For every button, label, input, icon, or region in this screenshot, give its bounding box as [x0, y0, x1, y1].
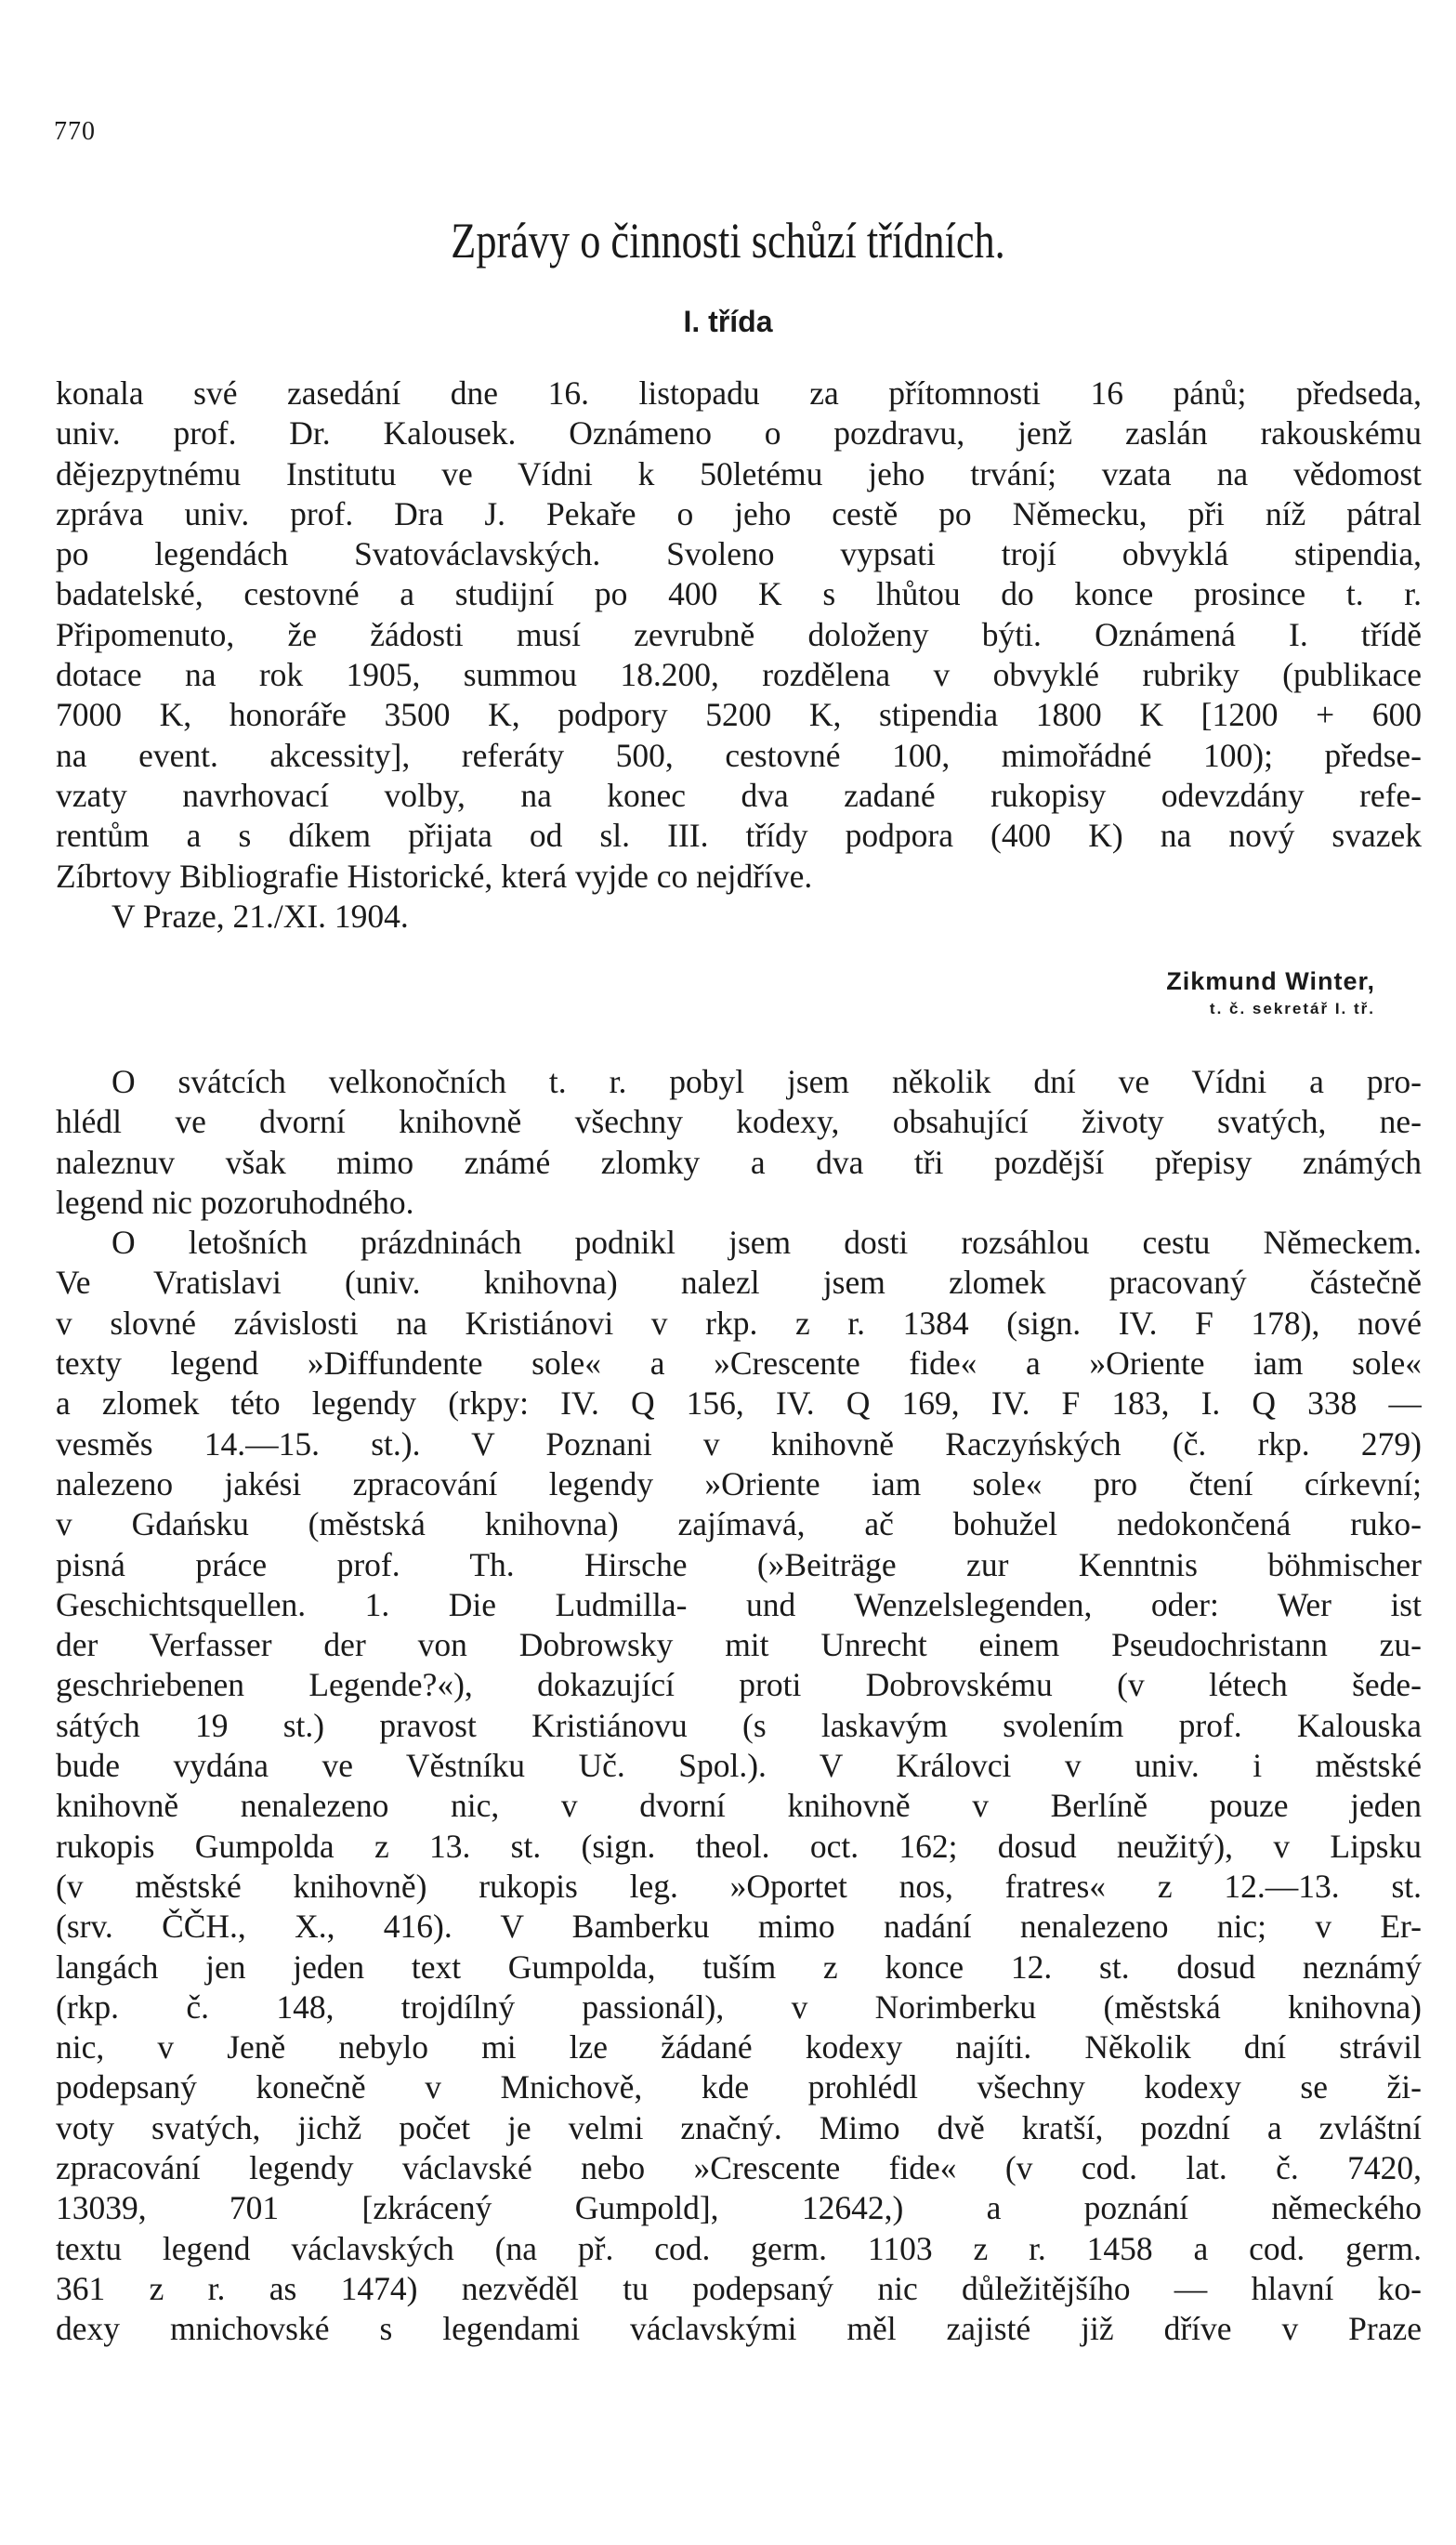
- text-line: O letošních prázdninách podnikl jsem dosti rozsáhlou cestu Německem.: [111, 1224, 1422, 1262]
- text-line: langách jen jeden text Gumpolda, tuším z konce 12. st. dosud neznámý: [56, 1948, 1422, 1986]
- text-line: Připomenuto, že žádosti musí zevrubně doloženy býti. Oznámená I. třídě: [56, 615, 1422, 653]
- text-line: badatelské, cestovné a studijní po 400 K s lhůtou do konce prosince t. r.: [56, 575, 1422, 613]
- text-line: Zíbrtovy Bibliografie Historické, která vyjde co nejdříve.: [56, 857, 813, 895]
- text-line: texty legend »Diffundente sole« a »Crescente fide« a »Oriente iam sole«: [56, 1345, 1422, 1383]
- signature-role: t. č. sekretář I. tř.: [1209, 1000, 1375, 1017]
- text-line: voty svatých, jichž počet je velmi značný. Mimo dvě kratší, pozdní a zvláštní: [56, 2108, 1422, 2146]
- text-line: dějezpytnému Institutu ve Vídni k 50letému jeho trvání; vzata na vědomost: [56, 454, 1422, 492]
- text-line: dexy mnichovské s legendami václavskými měl zajisté již dříve v Praze: [56, 2310, 1422, 2348]
- text-line: O svátcích velkonočních t. r. pobyl jsem několik dní ve Vídni a pro-: [111, 1063, 1422, 1100]
- text-line: rukopis Gumpolda z 13. st. (sign. theol. oct. 162; dosud neužitý), v Lipsku: [56, 1827, 1422, 1865]
- text-line: knihovně nenalezeno nic, v dvorní knihovně v Berlíně pouze jeden: [56, 1787, 1422, 1825]
- text-line: naleznuv však mimo známé zlomky a dva tři pozdější přepisy známých: [56, 1143, 1422, 1181]
- text-line: (srv. ČČH., X., 416). V Bamberku mimo nadání nenalezeno nic; v Er-: [56, 1908, 1422, 1946]
- date-line: V Praze, 21./XI. 1904.: [111, 897, 409, 935]
- page-number: 770: [54, 117, 96, 146]
- text-line: v Gdańsku (městská knihovna) zajímavá, ač bohužel nedokončená ruko-: [56, 1505, 1422, 1543]
- report-paragraph-class-1: [56, 374, 1422, 937]
- text-line: (rkp. č. 148, trojdílný passionál), v Norimberku (městská knihovna): [56, 1987, 1422, 2026]
- text-line: podepsaný konečně v Mnichově, kde prohlédl všechny kodexy se ži-: [56, 2068, 1422, 2106]
- text-line: (v městské knihovně) rukopis leg. »Oportet nos, fratres« z 12.—13. st.: [56, 1867, 1422, 1905]
- text-line: legend nic pozoruhodného.: [56, 1183, 414, 1221]
- text-line: 7000 K, honoráře 3500 K, podpory 5200 K, stipendia 1800 K [1200 + 600: [56, 696, 1422, 734]
- text-line: na event. akcessity], referáty 500, cestovné 100, mimořádné 100); předse-: [56, 736, 1422, 774]
- text-line: univ. prof. Dr. Kalousek. Oznámeno o pozdravu, jenž zaslán rakouskému: [56, 414, 1422, 453]
- text-line: zpráva univ. prof. Dra J. Pekaře o jeho cestě po Německu, při níž pátral: [56, 494, 1422, 532]
- page-title: Zprávy o činnosti schůzí třídních.: [451, 213, 1005, 269]
- text-line: geschriebenen Legende?«), dokazující proti Dobrovskému (v létech šede-: [56, 1666, 1422, 1704]
- text-line: 13039, 701 [zkrácený Gumpold], 12642,) a poznání německého: [56, 2189, 1422, 2227]
- text-line: der Verfasser der von Dobrowsky mit Unrecht einem Pseudochristann zu-: [56, 1626, 1422, 1664]
- text-line: hlédl ve dvorní knihovně všechny kodexy, obsahující životy svatých, ne-: [56, 1103, 1422, 1141]
- text-line: nalezeno jakési zpracování legendy »Oriente iam sole« pro čtení církevní;: [56, 1464, 1422, 1502]
- text-line: vesměs 14.—15. st.). V Poznani v knihovně Raczyńských (č. rkp. 279): [56, 1424, 1422, 1463]
- text-line: rentům a s díkem přijata od sl. III. třídy podpora (400 K) na nový svazek: [56, 817, 1422, 855]
- text-line: Ve Vratislavi (univ. knihovna) nalezl jsem zlomek pracovaný částečně: [56, 1264, 1422, 1302]
- text-line: Geschichtsquellen. 1. Die Ludmilla- und Wenzelslegenden, oder: Wer ist: [56, 1585, 1422, 1623]
- section-heading: I. třída: [683, 305, 773, 338]
- text-line: textu legend václavských (na př. cod. germ. 1103 z r. 1458 a cod. germ.: [56, 2229, 1422, 2267]
- text-line: sátých 19 st.) pravost Kristiánovu (s laskavým svolením prof. Kalouska: [56, 1706, 1422, 1744]
- text-line: a zlomek této legendy (rkpy: IV. Q 156, IV. Q 169, IV. F 183, I. Q 338 —: [56, 1384, 1422, 1423]
- text-line: pisná práce prof. Th. Hirsche (»Beiträge zur Kenntnis böhmischer: [56, 1545, 1422, 1583]
- text-line: zpracování legendy václavské nebo »Crescente fide« (v cod. lat. č. 7420,: [56, 2149, 1422, 2187]
- text-line: dotace na rok 1905, summou 18.200, rozdělena v obvyklé rubriky (publikace: [56, 656, 1422, 694]
- text-line: vzaty navrhovací volby, na konec dva zadané rukopisy odevzdány refe-: [56, 776, 1422, 814]
- text-line: konala své zasedání dne 16. listopadu za přítomnosti 16 pánů; předseda,: [56, 374, 1422, 412]
- text-line: po legendách Svatováclavských. Svoleno vypsati trojí obvyklá stipendia,: [56, 535, 1422, 573]
- signature-name: Zikmund Winter,: [1166, 967, 1375, 995]
- text-line: 361 z r. as 1474) nezvěděl tu podepsaný nic důležitějšího — hlavní ko-: [56, 2269, 1422, 2307]
- travel-report: [56, 1062, 1422, 2350]
- signature: [1166, 964, 1375, 1020]
- text-line: v slovné závislosti na Kristiánovi v rkp. z r. 1384 (sign. IV. F 178), nové: [56, 1304, 1422, 1342]
- text-line: bude vydána ve Věstníku Uč. Spol.). V Královci v univ. i městské: [56, 1747, 1422, 1785]
- text-line: nic, v Jeně nebylo mi lze žádané kodexy najíti. Několik dní strávil: [56, 2028, 1422, 2066]
